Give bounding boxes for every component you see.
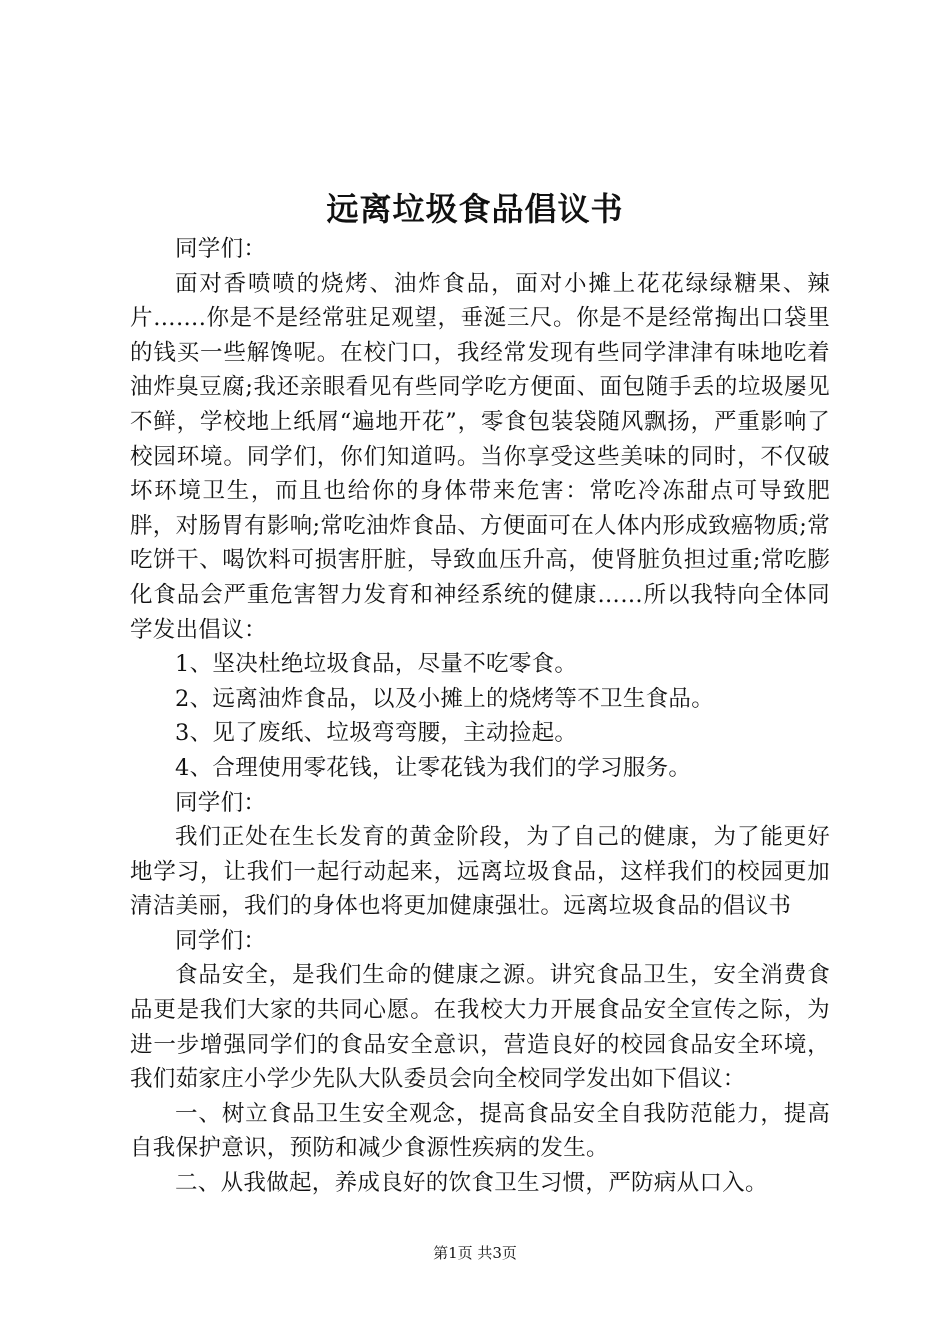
list-item: 一、树立食品卫生安全观念，提高食品安全自我防范能力，提高自我保护意识，预防和减少食源性疾病的发生。	[130, 1100, 830, 1162]
greeting-paragraph: 同学们：	[175, 927, 267, 954]
page-footer: 第1页 共3页	[433, 1244, 517, 1262]
body-paragraph: 食品安全，是我们生命的健康之源。讲究食品卫生，安全消费食品更是我们大家的共同心愿。在我校大力开展食品安全宣传之际，为进一步增强同学们的食品安全意识，营造良好的校园食品安全环境，我们茹家庄小学少先队大队委员会向全校同学发出如下倡议：	[130, 962, 830, 1093]
document-body	[130, 232, 830, 1201]
greeting-paragraph: 同学们：	[175, 236, 267, 262]
document-title: 远离垃圾食品倡议书	[326, 190, 624, 228]
list-item: 1、坚决杜绝垃圾食品，尽量不吃零食。	[175, 651, 578, 678]
list-item: 2、远离油炸食品，以及小摊上的烧烤等不卫生食品。	[175, 685, 715, 712]
body-paragraph: 我们正处在生长发育的黄金阶段，为了自己的健康，为了能更好地学习，让我们一起行动起来，远离垃圾食品，这样我们的校园更加清洁美丽，我们的身体也将更加健康强壮。远离垃圾食品的倡议书	[130, 824, 830, 920]
list-item: 4、合理使用零花钱，让零花钱为我们的学习服务。	[175, 754, 692, 781]
greeting-paragraph: 同学们：	[175, 789, 267, 816]
list-item: 3、见了废纸、垃圾弯弯腰，主动捡起。	[175, 720, 578, 747]
body-paragraph: 面对香喷喷的烧烤、油炸食品，面对小摊上花花绿绿糖果、辣片…….你是不是经常驻足观望，垂涎三尺。你是不是经常掏出口袋里的钱买一些解馋呢。在校门口，我经常发现有些同学津津有味地吃着油炸臭豆腐;我还亲眼看见有些同学吃方便面、面包随手丢的垃圾屡见不鲜，学校地上纸屑“遍地开花”，零食包装袋随风飘扬，严重影响了校园环境。同学们，你们知道吗。当你享受这些美味的同时，不仅破坏环境卫生，而且也给你的身体带来危害：常吃冷冻甜点可导致肥胖，对肠胃有影响;常吃油炸食品、方便面可在人体内形成致癌物质;常吃饼干、喝饮料可损害肝脏，导致血压升高，使肾脏负担过重;常吃膨化食品会严重危害智力发育和神经系统的健康……所以我特向全体同学发出倡议：	[130, 270, 830, 643]
list-item: 二、从我做起，养成良好的饮食卫生习惯，严防病从口入。	[175, 1170, 768, 1197]
